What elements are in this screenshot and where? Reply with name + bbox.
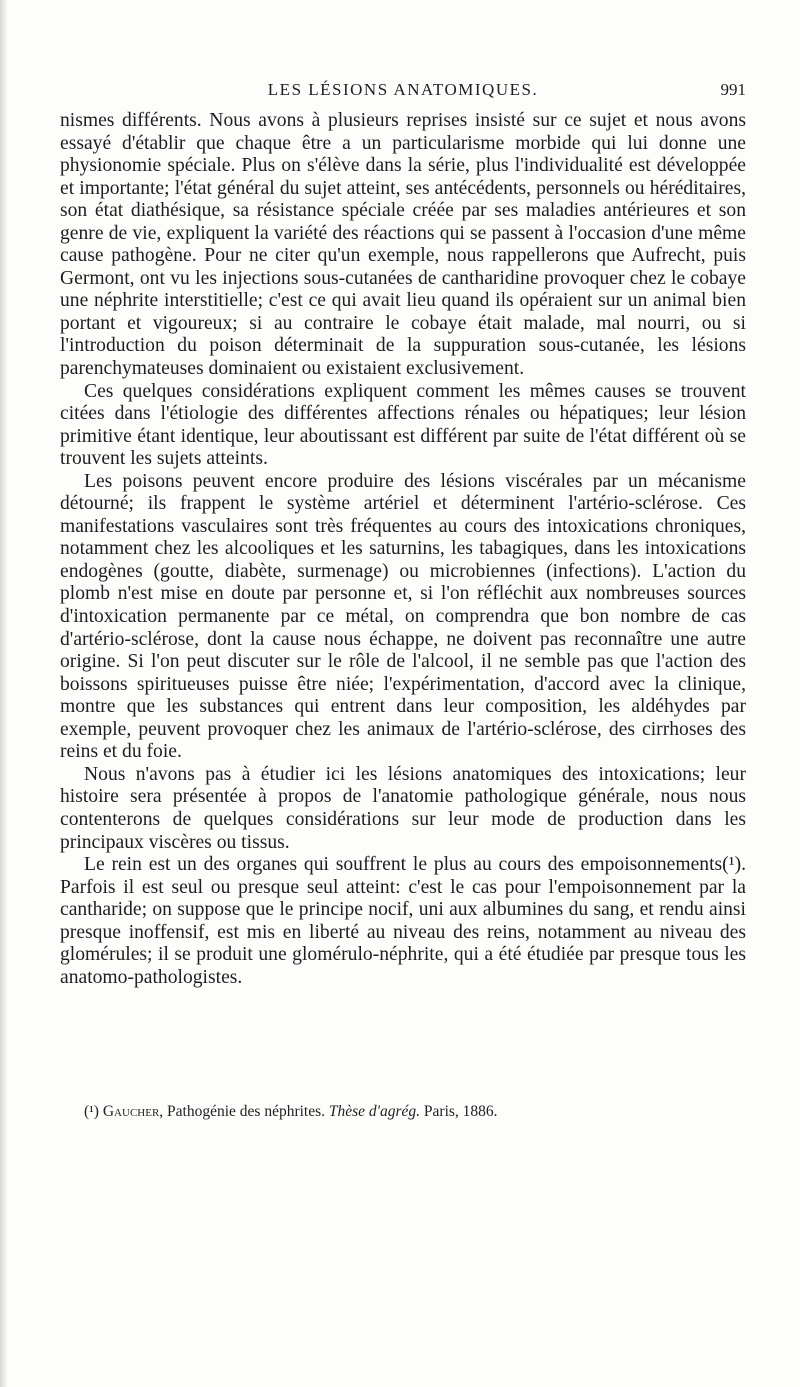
page-header	[60, 78, 746, 104]
page-binding-shadow	[0, 0, 8, 1387]
footnote-author: Gaucher	[102, 1103, 160, 1120]
footnote	[60, 1102, 746, 1122]
paragraph: Nous n'avons pas à étudier ici les lésions anatomiques des intoxications; leur histoire sera présentée à propos de l'anatomie pathologique générale, nous nous contenterons de quelques considérations sur leur mode de production dans les principaux viscères ou tissus.	[60, 763, 746, 853]
paragraph-continuation: nismes différents. Nous avons à plusieurs reprises insisté sur ce sujet et nous avons essayé d'établir que chaque être a un particularisme morbide qui lui donne une physionomie spéciale. Plus on s'élève dans la série, plus l'individualité est développée et importante; l'état général du sujet atteint, ses antécédents, personnels ou héréditaires, son état diathésique, sa résistance spéciale créée par ses maladies antérieures et son genre de vie, expliquent la variété des réactions qui se passent à l'occasion d'une même cause pathogène. Pour ne citer qu'un exemple, nous rappellerons que Aufrecht, puis Germont, ont vu les injections sous-cutanées de cantharidine provoquer chez le cobaye une néphrite interstitielle; c'est ce qui avait lieu quand ils opéraient sur un animal bien portant et vigoureux; si au contraire le cobaye était malade, mal nourri, ou si l'introduction du poison déterminait de la suppuration sous-cutanée, les lésions parenchymateuses dominaient ou existaient exclusivement.	[60, 110, 746, 380]
body-text	[60, 110, 746, 989]
paragraph: Ces quelques considérations expliquent comment les mêmes causes se trouvent citées dans l'étiologie des différentes affections rénales ou hépatiques; leur lésion primitive étant identique, leur aboutissant est différent par suite de l'état différent où se trouvent les sujets atteints.	[60, 380, 746, 470]
running-head: LES LÉSIONS ANATOMIQUES.	[267, 80, 539, 99]
page-number: 991	[720, 80, 746, 99]
footnote-title: Thèse d'agrég.	[328, 1103, 421, 1120]
footnote-text: , Pathogénie des néphrites.	[159, 1103, 329, 1120]
footnote-place-date: Paris, 1886.	[420, 1103, 498, 1120]
footnote-marker: (¹)	[84, 1103, 103, 1120]
paragraph: Les poisons peuvent encore produire des lésions viscérales par un mécanisme détourné; ils frappent le système artériel et déterminent l'artério-sclérose. Ces manifestations vasculaires sont très fréquentes au cours des intoxications chroniques, notamment chez les alcooliques et les saturnins, les tabagiques, dans les intoxications endogènes (goutte, diabète, surmenage) ou microbiennes (infections). L'action du plomb n'est mise en doute par personne et, si l'on réfléchit aux nombreuses sources d'intoxication permanente par ce métal, on comprendra que bon nombre de cas d'artério-sclérose, dont la cause nous échappe, ne doivent pas reconnaître une autre origine. Si l'on peut discuter sur le rôle de l'alcool, il ne semble pas que l'action des boissons spiritueuses puisse être niée; l'expérimentation, d'accord avec la clinique, montre que les substances qui entrent dans leur composition, les aldéhydes par exemple, peuvent provoquer chez les animaux de l'artério-sclérose, des cirrhoses des reins et du foie.	[60, 470, 746, 763]
paragraph: Le rein est un des organes qui souffrent le plus au cours des empoisonnements(¹). Parfois il est seul ou presque seul atteint: c'est le cas pour l'empoisonnement par la cantharide; on suppose que le principe nocif, uni aux albumines du sang, et rendu ainsi presque inoffensif, est mis en liberté au niveau des reins, notamment au niveau des glomérules; il se produit une glomérulo-néphrite, qui a été étudiée par presque tous les anatomo-pathologistes.	[60, 854, 746, 988]
